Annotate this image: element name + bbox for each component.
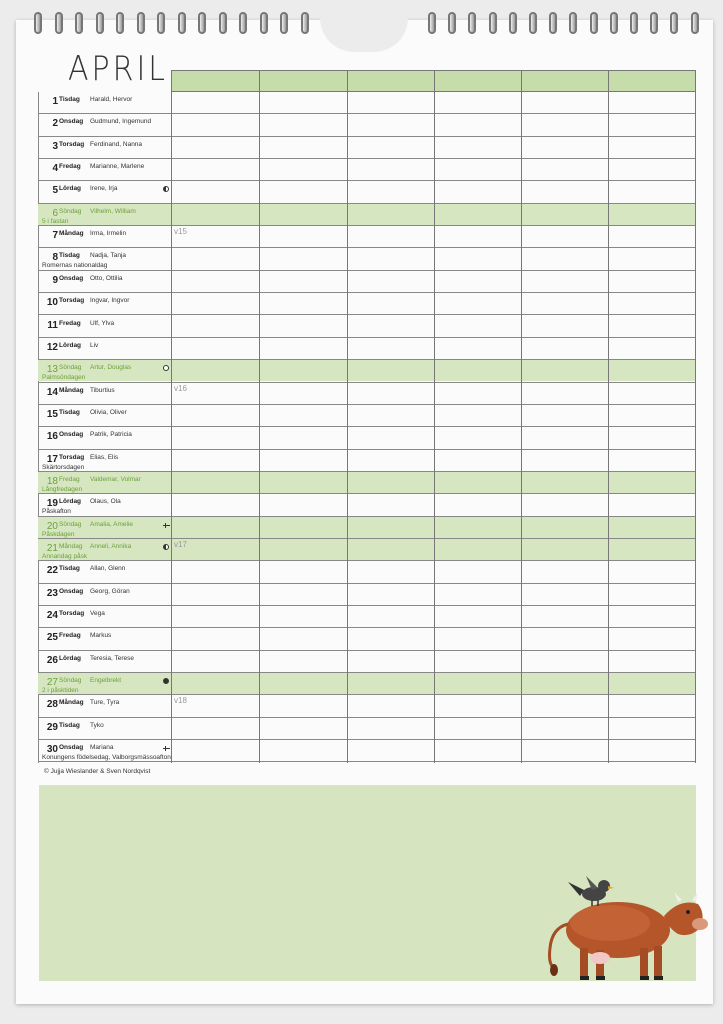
day-number: 18 — [46, 475, 58, 487]
day-number: 16 — [46, 431, 58, 443]
weekday-name: Onsdag — [59, 118, 84, 126]
binding-coil — [178, 12, 186, 34]
name-day: Vilhelm, William — [90, 207, 136, 215]
day-number: 19 — [46, 498, 58, 510]
binding-coil — [75, 12, 83, 34]
half-moon-icon — [163, 544, 169, 550]
column-divider — [521, 70, 522, 763]
binding-coil — [590, 12, 598, 34]
weekday-name: Tisdag — [59, 408, 80, 416]
day-row — [38, 628, 696, 650]
day-label-cell — [38, 450, 171, 471]
half-moon-icon — [163, 186, 169, 192]
day-number: 20 — [46, 520, 58, 532]
week-number: v15 — [174, 227, 187, 237]
weekday-name: Torsdag — [59, 610, 85, 618]
day-row — [38, 695, 696, 717]
day-label-cell — [38, 204, 171, 225]
day-label-cell — [38, 494, 171, 515]
day-label-cell — [38, 651, 171, 672]
binding-coil — [610, 12, 618, 34]
day-number: 25 — [46, 632, 58, 644]
name-day: Nadja, Tanja — [90, 252, 127, 260]
holiday-note: 2 i påsktiden — [42, 687, 79, 695]
name-day: Georg, Göran — [90, 587, 130, 595]
day-label-cell — [38, 271, 171, 292]
weekday-name: Lördag — [59, 654, 82, 662]
holiday-note: Skärtorsdagen — [42, 463, 85, 471]
name-day: Ulf, Ylva — [90, 319, 115, 327]
day-row — [38, 383, 696, 405]
name-day: Allan, Glenn — [90, 565, 126, 573]
binding-coil — [529, 12, 537, 34]
day-row — [38, 472, 696, 494]
name-day: Marianne, Marlene — [90, 163, 145, 171]
day-number: 1 — [52, 96, 58, 107]
holiday-note: Konungens födelsedag, Valborgsmässoafton — [42, 754, 171, 762]
day-number: 14 — [46, 386, 58, 398]
day-label-cell — [38, 584, 171, 605]
day-label-cell — [38, 472, 171, 493]
day-row — [38, 137, 696, 159]
name-day: Markus — [90, 632, 112, 640]
full-moon-icon — [163, 365, 169, 371]
weekday-name: Lördag — [59, 185, 82, 193]
day-label-cell — [38, 92, 171, 113]
weekday-name: Fredag — [59, 475, 80, 483]
name-day: Teresia, Terese — [90, 654, 134, 662]
weekday-name: Måndag — [59, 230, 84, 238]
name-day: Tiburtius — [90, 386, 115, 394]
weekday-name: Torsdag — [59, 140, 85, 148]
day-number: 10 — [46, 297, 58, 309]
day-row — [38, 360, 696, 382]
day-number: 23 — [46, 587, 58, 599]
weekday-name: Lördag — [59, 341, 82, 349]
day-number: 30 — [46, 744, 58, 756]
day-number: 9 — [52, 274, 58, 286]
day-row — [38, 539, 696, 561]
name-day: Ingvar, Ingvor — [90, 297, 130, 305]
day-label-cell — [38, 293, 171, 314]
column-divider — [608, 70, 609, 763]
day-number: 13 — [46, 364, 58, 376]
day-label-cell — [38, 673, 171, 694]
column-divider — [259, 70, 260, 763]
day-label-cell — [38, 338, 171, 359]
day-number: 15 — [46, 408, 58, 420]
column-divider — [434, 70, 435, 763]
day-row — [38, 159, 696, 181]
day-label-cell — [38, 427, 171, 448]
flag-icon — [163, 523, 170, 528]
weekday-name: Tisdag — [59, 96, 80, 103]
day-number: 8 — [52, 252, 58, 264]
weekday-name: Tisdag — [59, 565, 80, 573]
day-number: 6 — [52, 207, 58, 219]
binding-coil — [569, 12, 577, 34]
column-divider — [171, 70, 172, 763]
column-divider — [347, 70, 348, 763]
binding-coil — [280, 12, 288, 34]
day-label-cell — [38, 248, 171, 269]
day-number: 27 — [46, 677, 58, 689]
name-day: Gudmund, Ingemund — [90, 118, 152, 126]
weekday-name: Söndag — [59, 520, 82, 528]
new-moon-icon — [163, 678, 169, 684]
name-day: Ture, Tyra — [90, 699, 120, 707]
day-row — [38, 606, 696, 628]
month-title: APRIL — [68, 49, 169, 90]
day-number: 29 — [46, 721, 58, 733]
binding-coil — [137, 12, 145, 34]
day-row — [38, 427, 696, 449]
day-row — [38, 584, 696, 606]
holiday-note: 5 i fastan — [42, 217, 69, 225]
flag-icon — [163, 746, 170, 751]
day-number: 7 — [52, 230, 58, 242]
binding-coil — [198, 12, 206, 34]
binding-coil — [468, 12, 476, 34]
day-number: 4 — [52, 163, 58, 175]
day-label-cell — [38, 539, 171, 560]
name-day: Liv — [90, 341, 99, 349]
weekday-name: Söndag — [59, 207, 82, 215]
binding-coil — [116, 12, 124, 34]
day-row — [38, 517, 696, 539]
day-row — [38, 293, 696, 315]
name-day: Anneli, Annika — [90, 543, 132, 550]
day-number: 11 — [47, 319, 58, 331]
name-day: Otto, Ottilia — [90, 274, 123, 282]
name-day: Olaus, Ola — [90, 498, 121, 506]
binding-coil — [219, 12, 227, 34]
day-number: 2 — [52, 118, 58, 130]
day-label-cell — [38, 159, 171, 180]
name-day: Engelbrekt — [90, 677, 122, 685]
column-divider — [695, 70, 696, 763]
binding-coil — [157, 12, 165, 34]
copyright-text: © Jujja Wieslander & Sven Nordqvist — [44, 768, 151, 775]
weekday-name: Söndag — [59, 364, 82, 372]
binding-coil — [691, 12, 699, 34]
week-number: v18 — [174, 696, 187, 706]
day-row — [38, 204, 696, 226]
weekday-name: Onsdag — [59, 274, 84, 282]
weekday-name: Måndag — [59, 386, 84, 394]
binding-coil — [96, 12, 104, 34]
binding-coil — [549, 12, 557, 34]
binding-coil — [55, 12, 63, 34]
weekday-name: Fredag — [59, 319, 81, 327]
week-number: v17 — [174, 540, 187, 549]
holiday-note: Påskdagen — [42, 530, 75, 538]
day-row — [38, 673, 696, 695]
name-day: Amalia, Amelie — [90, 520, 133, 528]
day-row — [38, 316, 696, 338]
day-label-cell — [38, 695, 171, 716]
day-label-cell — [38, 383, 171, 404]
day-number: 22 — [46, 565, 58, 577]
name-day: Vega — [90, 610, 105, 618]
binding-coil — [239, 12, 247, 34]
binding-coil — [428, 12, 436, 34]
day-label-cell — [38, 137, 171, 158]
week-number: v16 — [174, 383, 187, 393]
day-label-cell — [38, 517, 171, 538]
name-day: Ferdinand, Nanna — [90, 140, 143, 148]
weekday-name: Fredag — [59, 632, 81, 640]
cow-and-bird-illustration — [540, 868, 710, 984]
binding-coil — [650, 12, 658, 34]
day-label-cell — [38, 718, 171, 739]
day-row — [38, 226, 696, 248]
day-row — [38, 248, 696, 270]
name-day: Valdemar, Volmar — [90, 475, 141, 483]
day-number: 21 — [46, 543, 58, 554]
binding-coil — [34, 12, 42, 34]
day-label-cell — [38, 606, 171, 627]
weekday-name: Onsdag — [59, 431, 84, 439]
binding-coil — [448, 12, 456, 34]
weekday-name: Torsdag — [59, 297, 85, 305]
weekday-name: Onsdag — [59, 744, 84, 752]
day-row — [38, 450, 696, 472]
binding-coil — [630, 12, 638, 34]
day-label-cell — [38, 316, 171, 337]
name-day: Patrik, Patricia — [90, 431, 132, 439]
day-row — [38, 494, 696, 516]
day-number: 17 — [46, 453, 58, 465]
name-day: Artur, Douglas — [90, 364, 132, 372]
weekday-name: Lördag — [59, 498, 82, 506]
name-day: Mariana — [90, 744, 114, 752]
weekday-name: Onsdag — [59, 587, 84, 595]
binding-coil — [301, 12, 309, 34]
binding-coil — [670, 12, 678, 34]
day-label-cell — [38, 740, 171, 761]
binding-coil — [489, 12, 497, 34]
day-row — [38, 561, 696, 583]
holiday-note: Påskafton — [42, 508, 71, 516]
holiday-note: Palmsöndagen — [42, 374, 86, 382]
day-number: 26 — [46, 654, 58, 666]
name-day: Tyko — [90, 721, 104, 729]
name-day: Olivia, Oliver — [90, 408, 127, 416]
day-row — [38, 271, 696, 293]
weekday-name: Söndag — [59, 677, 82, 685]
day-label-cell — [38, 360, 171, 381]
day-number: 24 — [46, 610, 58, 622]
day-label-cell — [38, 181, 171, 202]
day-number: 5 — [52, 185, 58, 197]
holiday-note: Romernas nationaldag — [42, 262, 108, 270]
day-row — [38, 405, 696, 427]
day-row — [38, 338, 696, 360]
name-day: Harald, Hervor — [90, 96, 133, 103]
day-row — [38, 651, 696, 673]
weekday-name: Måndag — [59, 699, 84, 707]
day-row — [38, 718, 696, 740]
weekday-name: Tisdag — [59, 721, 80, 729]
day-label-cell — [38, 114, 171, 135]
day-row — [38, 114, 696, 136]
day-row — [38, 181, 696, 203]
name-day: Irma, Irmelin — [90, 230, 127, 238]
day-number: 12 — [46, 341, 58, 353]
binding-coil — [509, 12, 517, 34]
binding-coil — [260, 12, 268, 34]
name-day: Irene, Irja — [90, 185, 118, 193]
day-label-cell — [38, 628, 171, 649]
day-number: 28 — [46, 699, 58, 711]
day-row — [38, 740, 696, 762]
day-label-cell — [38, 405, 171, 426]
day-label-cell — [38, 561, 171, 582]
weekday-name: Torsdag — [59, 453, 85, 461]
holiday-note: Långfredagen — [42, 485, 83, 493]
holiday-note: Annandag påsk — [42, 553, 88, 560]
name-day: Elias, Elis — [90, 453, 119, 461]
weekday-name: Måndag — [59, 543, 83, 550]
day-label-cell — [38, 226, 171, 247]
weekday-name: Tisdag — [59, 252, 80, 260]
weekday-name: Fredag — [59, 163, 81, 171]
day-number: 3 — [52, 140, 58, 152]
day-row — [38, 92, 696, 114]
